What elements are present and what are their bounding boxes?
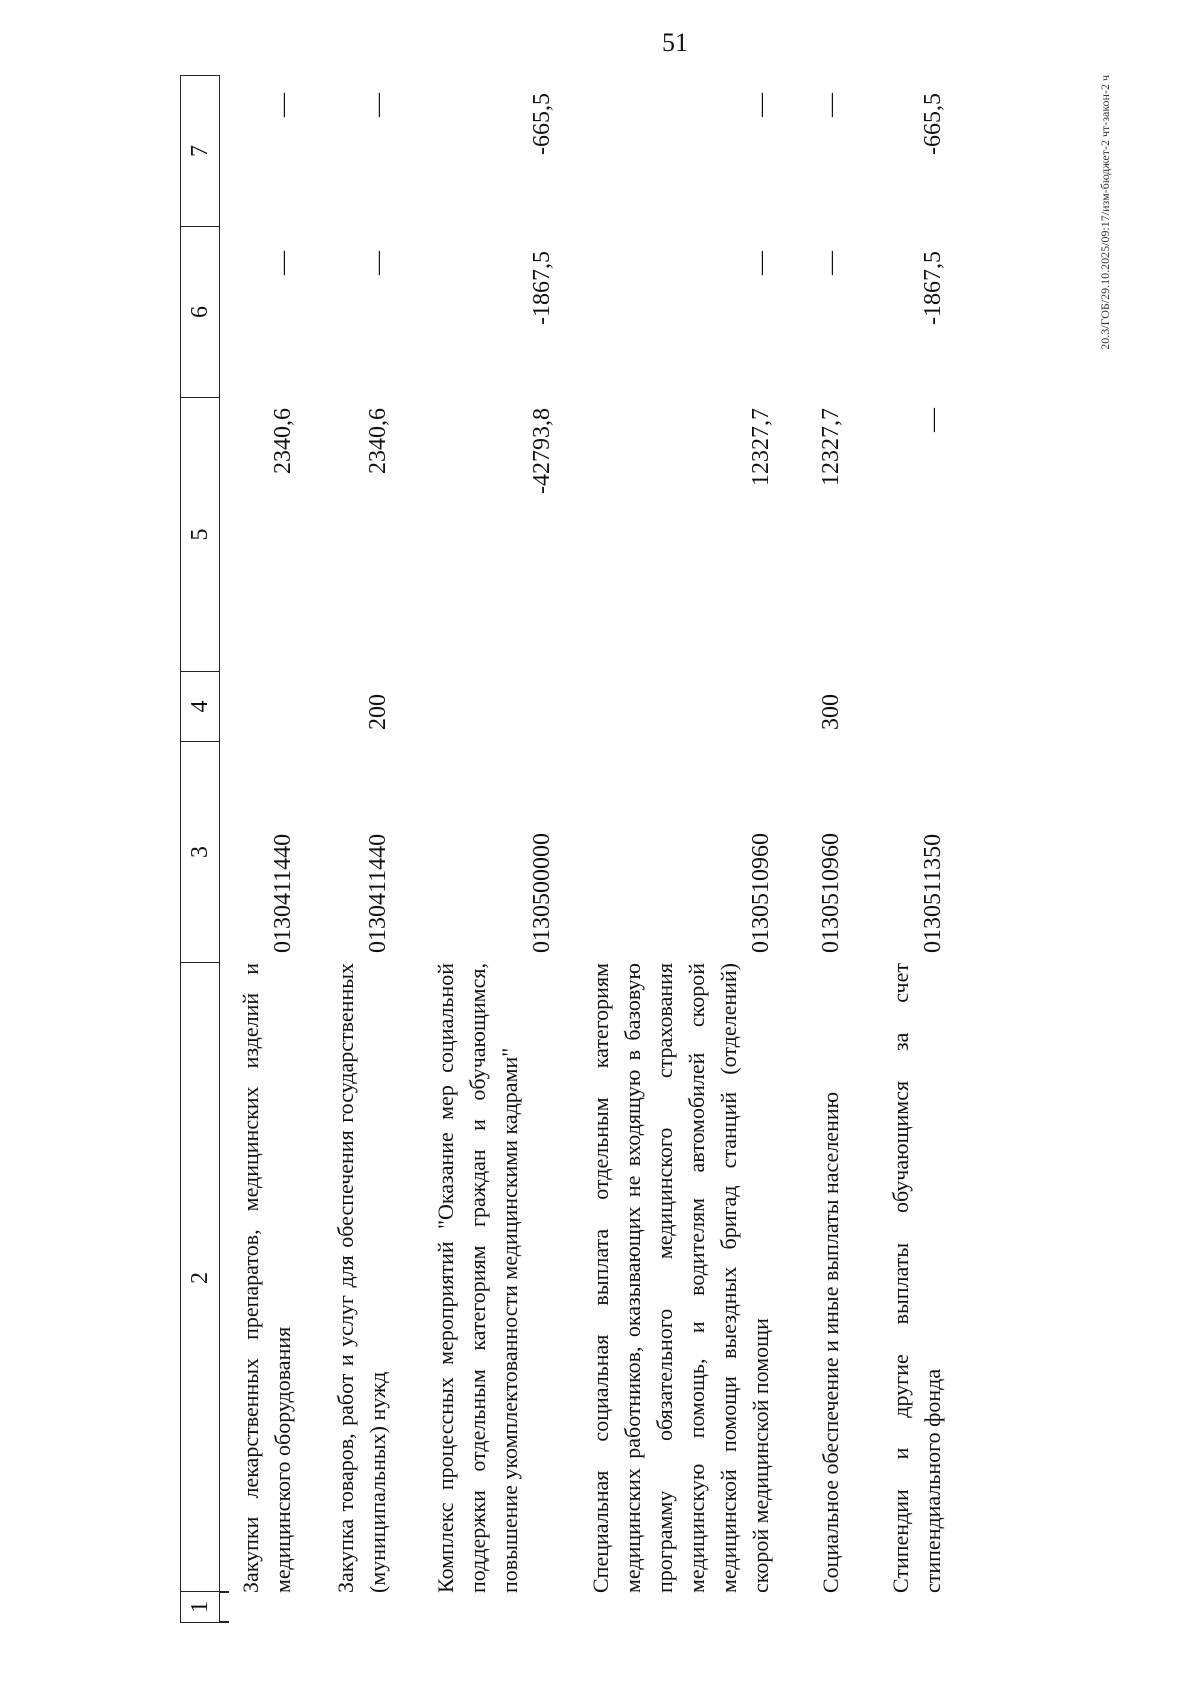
- row-name: Социальное обеспечение и иные выплаты населению: [818, 1091, 843, 1593]
- row-value-5: -42793,8: [529, 408, 555, 494]
- row-value-6: —: [818, 251, 844, 275]
- row-code: 0130411440: [270, 833, 296, 953]
- table-header: [180, 63, 220, 1623]
- row-type: 300: [818, 694, 844, 730]
- header-col-5: 5: [180, 397, 220, 671]
- row-value-7: -665,5: [920, 93, 946, 155]
- header-col-6: 6: [180, 226, 220, 397]
- row-value-5: 2340,6: [270, 408, 296, 474]
- col-1-left-border: [219, 1622, 229, 1624]
- budget-table: [180, 63, 1040, 1623]
- row-value-5: —: [920, 408, 946, 432]
- row-code: 0130510960: [818, 833, 844, 953]
- header-col-2: 2: [180, 962, 220, 1593]
- row-value-7: —: [818, 93, 844, 117]
- row-value-5: 2340,6: [365, 408, 391, 474]
- row-value-7: —: [270, 93, 296, 117]
- header-col-1: 1: [180, 1591, 220, 1623]
- row-value-5: 12327,7: [818, 408, 844, 486]
- document-code: 20.3/ГОБ/29.10.2025/09:17/изм-бюджет-2 чт-закон-2 ч: [1098, 75, 1112, 350]
- row-value-7: —: [365, 93, 391, 117]
- row-name: Закупки лекарственных препаратов, медицинских изделий и медицинского оборудования: [238, 963, 295, 1593]
- row-code: 0130411440: [365, 833, 391, 953]
- row-name: Стипендии и другие выплаты обучающимся за счет стипендиального фонда: [888, 963, 945, 1593]
- row-name: Закупка товаров, работ и услуг для обеспечения государственных (муниципальных) нужд: [333, 963, 390, 1593]
- header-col-7: 7: [180, 75, 220, 226]
- row-code: 0130500000: [529, 833, 555, 953]
- row-value-6: —: [748, 251, 774, 275]
- row-code: 0130511350: [920, 833, 946, 953]
- page-number: 51: [662, 28, 688, 57]
- row-value-6: —: [270, 251, 296, 275]
- row-code: 0130510960: [748, 833, 774, 953]
- row-value-7: -665,5: [529, 93, 555, 155]
- row-value-6: —: [365, 251, 391, 275]
- row-value-7: —: [748, 93, 774, 117]
- row-value-5: 12327,7: [748, 408, 774, 486]
- row-value-6: -1867,5: [529, 251, 555, 325]
- header-col-3: 3: [180, 741, 220, 962]
- header-col-4: 4: [180, 671, 220, 741]
- row-type: 200: [365, 694, 391, 730]
- row-value-6: -1867,5: [920, 251, 946, 325]
- row-name: Комплекс процессных мероприятий "Оказание мер социальной поддержки отдельным категориям граждан и обучающимся, повышение укомплектованности медицинскими кадрами": [433, 963, 522, 1593]
- col-1-right-border: [219, 1592, 229, 1594]
- row-name: Специальная социальная выплата отдельным категориям медицинских работников, оказывающих не входящую в базовую программу обязательного медицинского страхования медицинскую помощь, и водителям автомобилей скорой медицинской помощи выездных бригад станций (отделений) скорой медицинской помощи: [588, 963, 773, 1593]
